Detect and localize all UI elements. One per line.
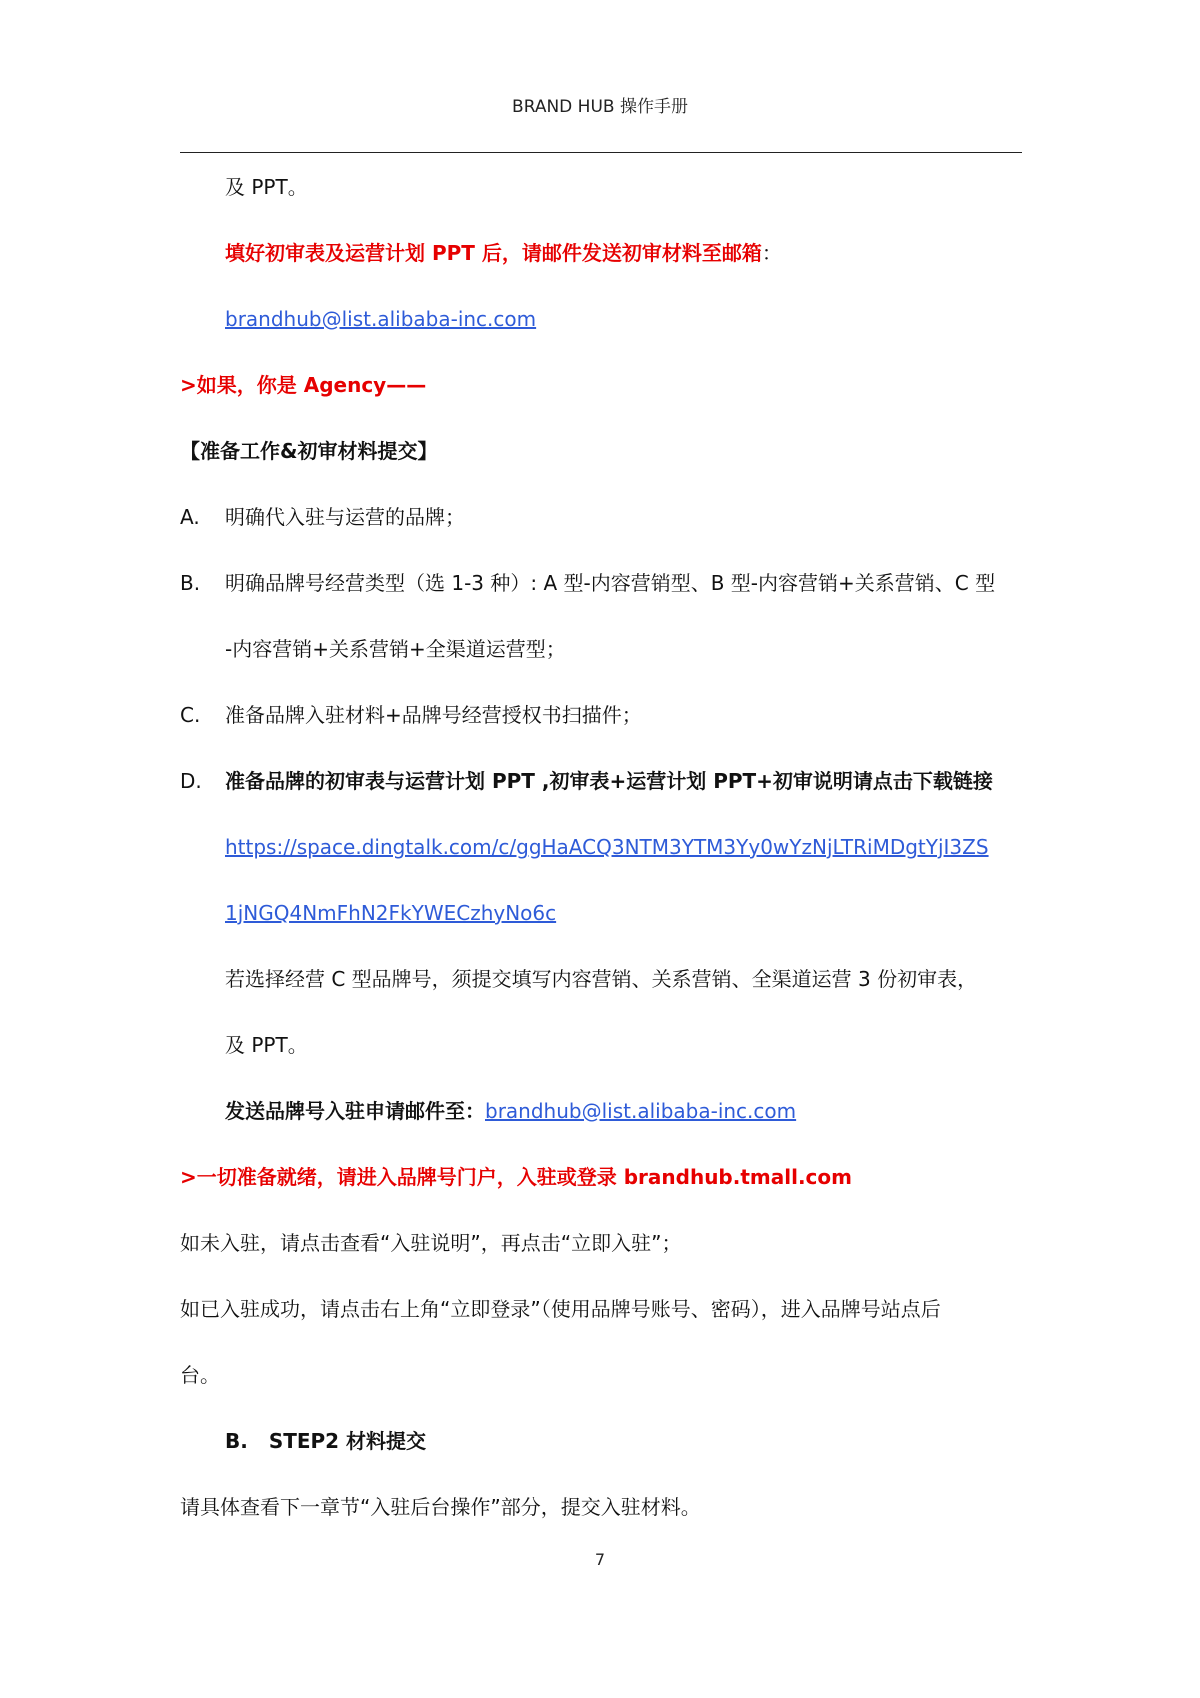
not-joined-instruction: 如未入驻，请点击查看“入驻说明”，再点击“立即入驻”；	[180, 1231, 682, 1255]
list-marker-b: B.	[180, 571, 201, 595]
list-marker-d: D.	[180, 769, 202, 793]
list-item-c: 准备品牌入驻材料+品牌号经营授权书扫描件；	[225, 703, 642, 727]
list-marker-a: A.	[180, 505, 200, 529]
list-item-a: 明确代入驻与运营的品牌；	[225, 505, 465, 529]
header-title: BRAND HUB 操作手册	[512, 97, 688, 117]
step2-text: 请具体查看下一章节“入驻后台操作”部分，提交入驻材料。	[180, 1495, 701, 1519]
page-number: 7	[594, 1550, 606, 1569]
step2-title: STEP2 材料提交	[268, 1429, 427, 1453]
email-notice-text: 填好初审表及运营计划 PPT 后，请邮件发送初审材料至邮箱	[225, 241, 762, 265]
send-email-link[interactable]: brandhub@list.alibaba-inc.com	[485, 1099, 797, 1123]
email-notice	[225, 240, 782, 266]
c-type-ppt: 及 PPT。	[225, 1033, 308, 1057]
download-link-continued[interactable]: 1jNGQ4NmFhN2FkYWECzhyNo6c	[225, 901, 557, 925]
list-item-b: 明确品牌号经营类型（选 1-3 种）: A 型-内容营销型、B 型-内容营销+关系营销、C 型	[225, 571, 996, 595]
ppt-line: 及 PPT。	[225, 175, 308, 199]
joined-instruction: 如已入驻成功，请点击右上角“立即登录”（使用品牌号账号、密码），进入品牌号站点后	[180, 1297, 941, 1321]
header-divider	[180, 152, 1022, 153]
c-type-note: 若选择经营 C 型品牌号，须提交填写内容营销、关系营销、全渠道运营 3 份初审表，	[225, 967, 978, 991]
send-email-label: 发送品牌号入驻申请邮件至：	[225, 1099, 485, 1123]
list-item-d: 准备品牌的初审表与运营计划 PPT ,初审表+运营计划 PPT+初审说明请点击下载链接	[225, 769, 993, 793]
joined-instruction-continued: 台。	[180, 1363, 220, 1387]
download-link[interactable]: https://space.dingtalk.com/c/ggHaACQ3NTM3YTM3Yy0wYzNjLTRiMDgtYjI3ZS	[225, 835, 989, 859]
list-item-b-continued: -内容营销+关系营销+全渠道运营型；	[225, 637, 566, 661]
email-notice-colon: ：	[761, 241, 782, 265]
send-email-line	[225, 1098, 796, 1124]
email-link-line	[225, 306, 536, 332]
list-marker-c: C.	[180, 703, 201, 727]
step2-marker: B.	[225, 1429, 248, 1453]
download-link-line-2	[225, 900, 556, 926]
step2-heading	[225, 1428, 426, 1454]
download-link-line-1	[225, 834, 989, 860]
email-link[interactable]: brandhub@list.alibaba-inc.com	[225, 307, 537, 331]
ready-heading: >一切准备就绪，请进入品牌号门户，入驻或登录 brandhub.tmall.com	[180, 1165, 852, 1189]
agency-section-title: 【准备工作&初审材料提交】	[180, 439, 438, 463]
agency-heading: >如果，你是 Agency——	[180, 373, 427, 397]
